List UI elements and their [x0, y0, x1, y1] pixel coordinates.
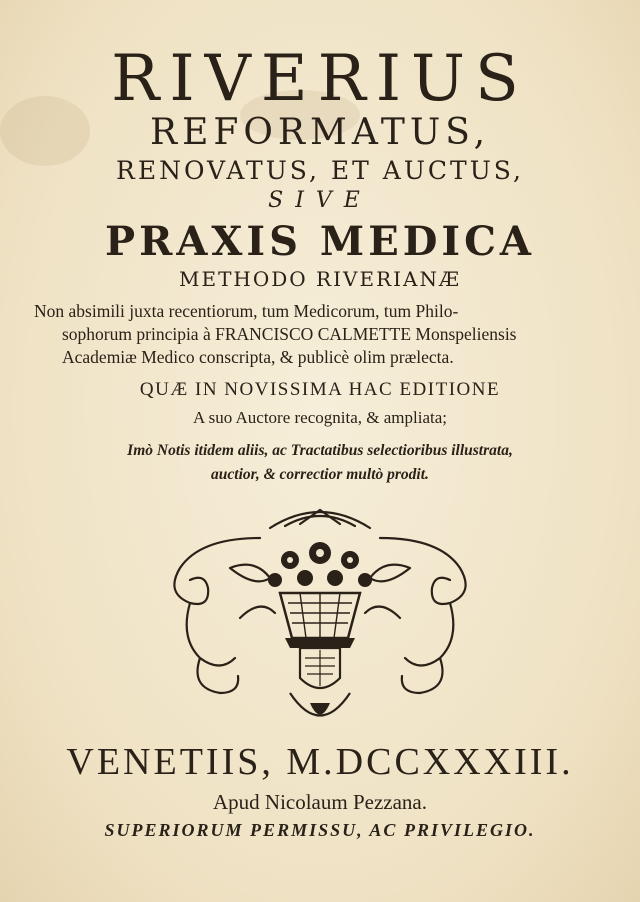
description-paragraph [34, 300, 606, 369]
imprint-privilege: SUPERIORUM PERMISSU, AC PRIVILEGIO. [104, 820, 536, 840]
title-riverius: RIVERIUS [111, 42, 529, 116]
edition-italic-1: Imò Notis itidem aliis, ac Tractatibus selectioribus illustrata, [127, 442, 513, 459]
paragraph-line: Academiæ Medico conscripta, & publicè olim prælecta. [62, 347, 454, 367]
edition-note: A suo Auctore recognita, & ampliata; [193, 408, 447, 427]
floral-basket-ornament-icon [160, 498, 480, 730]
imprint-city-date: VENETIIS, M.DCCXXXIII. [66, 741, 574, 783]
paragraph-line: sophorum principia à FRANCISCO CALMETTE Monspeliensis [62, 324, 517, 344]
imprint-printer: Apud Nicolaum Pezzana. [212, 790, 427, 814]
edition-italic-2: auctior, & correctior multò prodit. [211, 466, 429, 483]
title-renovatus: RENOVATUS, ET AUCTUS, [116, 156, 524, 185]
edition-heading: QUÆ IN NOVISSIMA HAC EDITIONE [139, 379, 501, 400]
title-praxis-medica: PRAXIS MEDICA [105, 218, 535, 265]
paragraph-line: Non absimili juxta recentiorum, tum Medicorum, tum Philo- [34, 301, 459, 321]
title-methodo: METHODO RIVERIANÆ [179, 267, 461, 291]
title-sive: SIVE [268, 188, 372, 213]
title-reformatus: REFORMATUS, [149, 112, 491, 153]
